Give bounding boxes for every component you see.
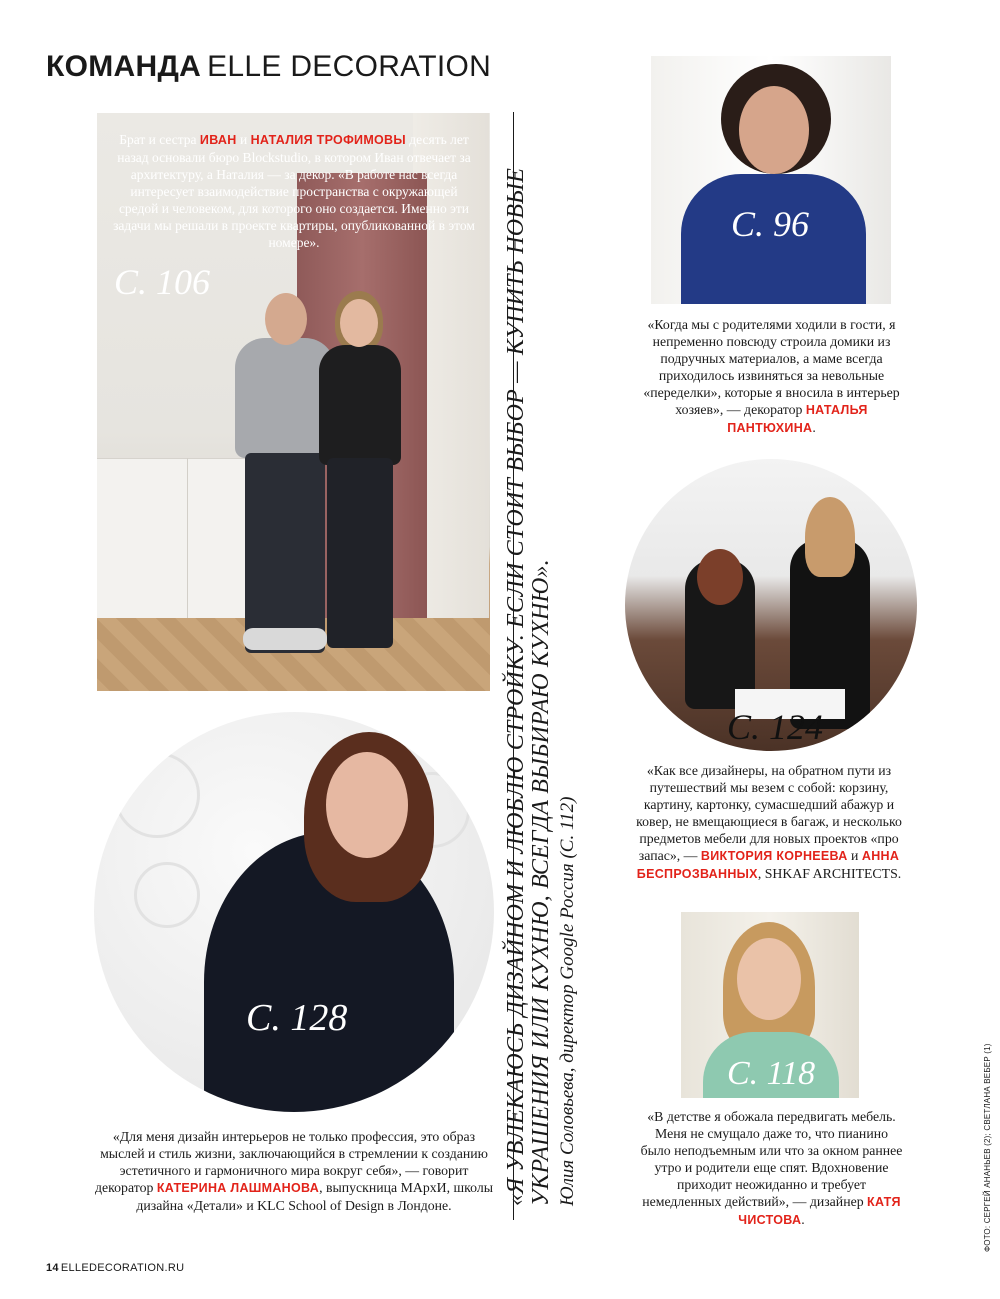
chistova-caption: «В детстве я обожала передвигать мебель. Меня не смущало даже то, что пианино было неподъемным или что за окном раннее утро и родители еще спят. Вдохновение приходит неожиданно и требует немедленных действий», — дизайнер КАТЯ ЧИСТОВА. (640, 1109, 903, 1227)
page-number: 14 (46, 1262, 59, 1274)
page-ref-118: С. 118 (727, 1055, 816, 1092)
page-footer (46, 1262, 184, 1274)
site-url: ELLEDECORATION.RU (60, 1262, 185, 1274)
photo-pantyukhina (651, 56, 891, 304)
page-header (46, 50, 491, 84)
magazine-name: ELLE DECORATION (207, 50, 492, 83)
name-pantyukhina: НАТАЛЬЯ ПАНТЮХИНА (727, 403, 868, 435)
name-besprozvannykh: АННА БЕСПРОЗВАННЫХ (636, 849, 900, 881)
page-ref-128: С. 128 (246, 997, 348, 1039)
lashmanova-caption: «Для меня дизайн интерьеров не только профессия, это образ мыслей и стиль жизни, заключающийся в стремлении к созданию эстетичного и гармоничного мира вокруг себя», — говорит декоратор КАТЕРИНА ЛАШМАНОВА, выпускница МАрхИ, школы дизайна «Детали» и KLC School of Design в Лондоне. (95, 1129, 493, 1213)
name-chistova: КАТЯ ЧИСТОВА (738, 1195, 901, 1227)
name-ivan: ИВАН (199, 133, 237, 147)
name-trofimovy: НАТАЛИЯ ТРОФИМОВЫ (250, 133, 406, 147)
name-korneeva: ВИКТОРИЯ КОРНЕЕВА (700, 849, 848, 863)
page-ref-124: С. 124 (727, 707, 824, 747)
pull-quote-author: Юлия Соловьева, директор Google Россия (С. 112) (557, 796, 578, 1206)
photo-credit: ФОТО: СЕРГЕЙ АНАНЬЕВ (2); СВЕТЛАНА ВЕБЕР (1) (983, 1043, 992, 1252)
section-title: КОМАНДА (46, 50, 202, 83)
page-ref-96: С. 96 (731, 204, 810, 244)
trofimovy-caption: Брат и сестра ИВАН и НАТАЛИЯ ТРОФИМОВЫ десять лет назад основали бюро Blockstudio, в котором Иван отвечает за архитектуру, а Наталия — за декор. «В работе нас всегда интересует взаимодействие пространства с окружающей средой и человеком, для которого оно создается. Именно эти задачи мы решали в проекте квартиры, опубликованной в этом номере». (113, 132, 475, 250)
pantyukhina-caption: «Когда мы с родителями ходили в гости, я непременно повсюду строила домики из подручных материалов, а маме всегда приходилось извиняться за невольные «переделки», которые я вносила в интерьер хозяев», — декоратор НАТАЛЬЯ ПАНТЮХИНА. (643, 317, 900, 435)
shkaf-caption: «Как все дизайнеры, на обратном пути из путешествий мы везем с собой: корзину, картину, картонку, сумасшедший абажур и ковер, не вмещающиеся в багаж, и несколько предметов мебели для новых проектов «про запас», — ВИКТОРИЯ КОРНЕЕВА и АННА БЕСПРОЗВАННЫХ, SHKAF ARCHITECTS. (636, 763, 902, 881)
name-lashmanova: КАТЕРИНА ЛАШМАНОВА (156, 1181, 320, 1195)
pull-quote-text: «Я УВЛЕКАЮСЬ ДИЗАЙНОМ И ЛЮБЛЮ СТРОЙКУ. ЕСЛИ СТОИТ ВЫБОР — КУПИТЬ НОВЫЕ УКРАШЕНИЯ ИЛИ КУХНЮ, ВСЕГДА ВЫБИРАЮ КУХНЮ». (503, 167, 554, 1206)
page-ref-106: С. 106 (114, 262, 211, 302)
photo-lashmanova (94, 712, 494, 1112)
pull-quote (504, 130, 580, 1206)
